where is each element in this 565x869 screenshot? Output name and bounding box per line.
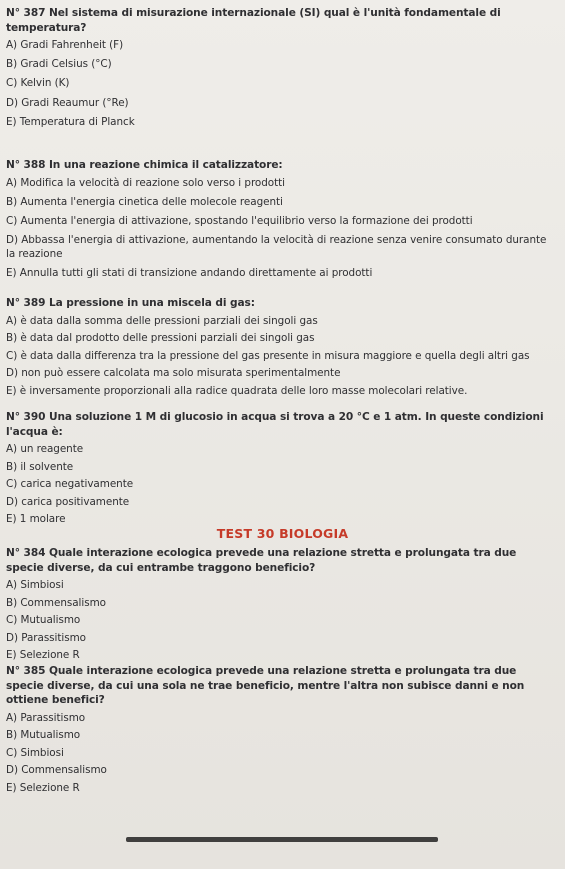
question-text: N° 384 Quale interazione ecologica prevede una relazione stretta e prolungata tra due specie diverse, da cui entrambe traggono beneficio? [6,547,517,574]
question-text: N° 389 La pressione in una miscela di gas: [6,297,255,309]
question-388 [6,158,557,285]
question-text: N° 388 In una reazione chimica il catalizzatore: [6,159,283,171]
answer-option-c: C) è data dalla differenza tra la pressione del gas presente in misura maggiore e quella degli altri gas [6,349,530,362]
answer-option-c: C) carica negativamente [6,478,134,491]
answer-option-d: D) Gradi Reaumur (°Re) [6,96,129,109]
question-385 [6,664,557,798]
answer-option-d: D) Commensalismo [6,764,107,777]
question-387 [6,6,557,134]
answer-option-d: D) carica positivamente [6,495,130,508]
answer-option-b: B) Gradi Celsius (°C) [6,58,112,71]
answer-option-a: A) Modifica la velocità di reazione solo verso i prodotti [6,176,285,189]
answer-option-a: A) Gradi Fahrenheit (F) [6,39,124,51]
bottom-edge-bar [126,837,438,842]
answer-option-e: E) Annulla tutti gli stati di transizione andando direttamente ai prodotti [6,267,373,280]
answer-option-c: C) Mutualismo [6,614,81,627]
answer-option-b: B) il solvente [6,460,74,473]
answer-option-a: A) Simbiosi [6,579,64,591]
question-384 [6,546,557,666]
answer-option-c: C) Simbiosi [6,746,64,759]
answer-option-a: A) Parassitismo [6,711,86,724]
answer-option-e: E) Selezione R [6,649,80,662]
section-title: TEST 30 BIOLOGIA [216,526,349,541]
answer-option-b: B) è data dal prodotto delle pressioni parziali dei singoli gas [6,332,315,345]
question-390 [6,410,557,530]
answer-option-a: A) un reagente [6,443,84,455]
answer-option-b: B) Aumenta l'energia cinetica delle molecole reagenti [6,195,283,208]
question-text: N° 387 Nel sistema di misurazione internazionale (SI) qual è l'unità fondamentale di temperatura? [6,7,501,34]
answer-option-e: E) è inversamente proporzionali alla radice quadrata delle loro masse molecolari relative. [6,384,468,397]
answer-option-e: E) Selezione R [6,781,80,794]
answer-option-c: C) Kelvin (K) [6,77,70,90]
answer-option-d: D) non può essere calcolata ma solo misurata sperimentalmente [6,367,341,380]
answer-option-e: E) 1 molare [6,513,66,526]
answer-option-e: E) Temperatura di Planck [6,115,135,128]
question-text: N° 390 Una soluzione 1 M di glucosio in acqua si trova a 20 °C e 1 atm. In queste condizioni l'acqua è: [6,411,544,438]
answer-option-b: B) Mutualismo [6,729,81,742]
answer-option-a: A) è data dalla somma delle pressioni parziali dei singoli gas [6,314,318,327]
answer-option-c: C) Aumenta l'energia di attivazione, spostando l'equilibrio verso la formazione dei prodotti [6,214,473,227]
answer-option-b: B) Commensalismo [6,596,106,609]
question-389 [6,296,557,401]
answer-option-d: D) Abbassa l'energia di attivazione, aumentando la velocità di reazione senza venire consumato durante la reazione [6,234,547,261]
question-text: N° 385 Quale interazione ecologica prevede una relazione stretta e prolungata tra due specie diverse, da cui una sola ne trae beneficio, mentre l'altra non subisce danni e non ottiene benefici? [6,665,525,706]
answer-option-d: D) Parassitismo [6,631,86,644]
